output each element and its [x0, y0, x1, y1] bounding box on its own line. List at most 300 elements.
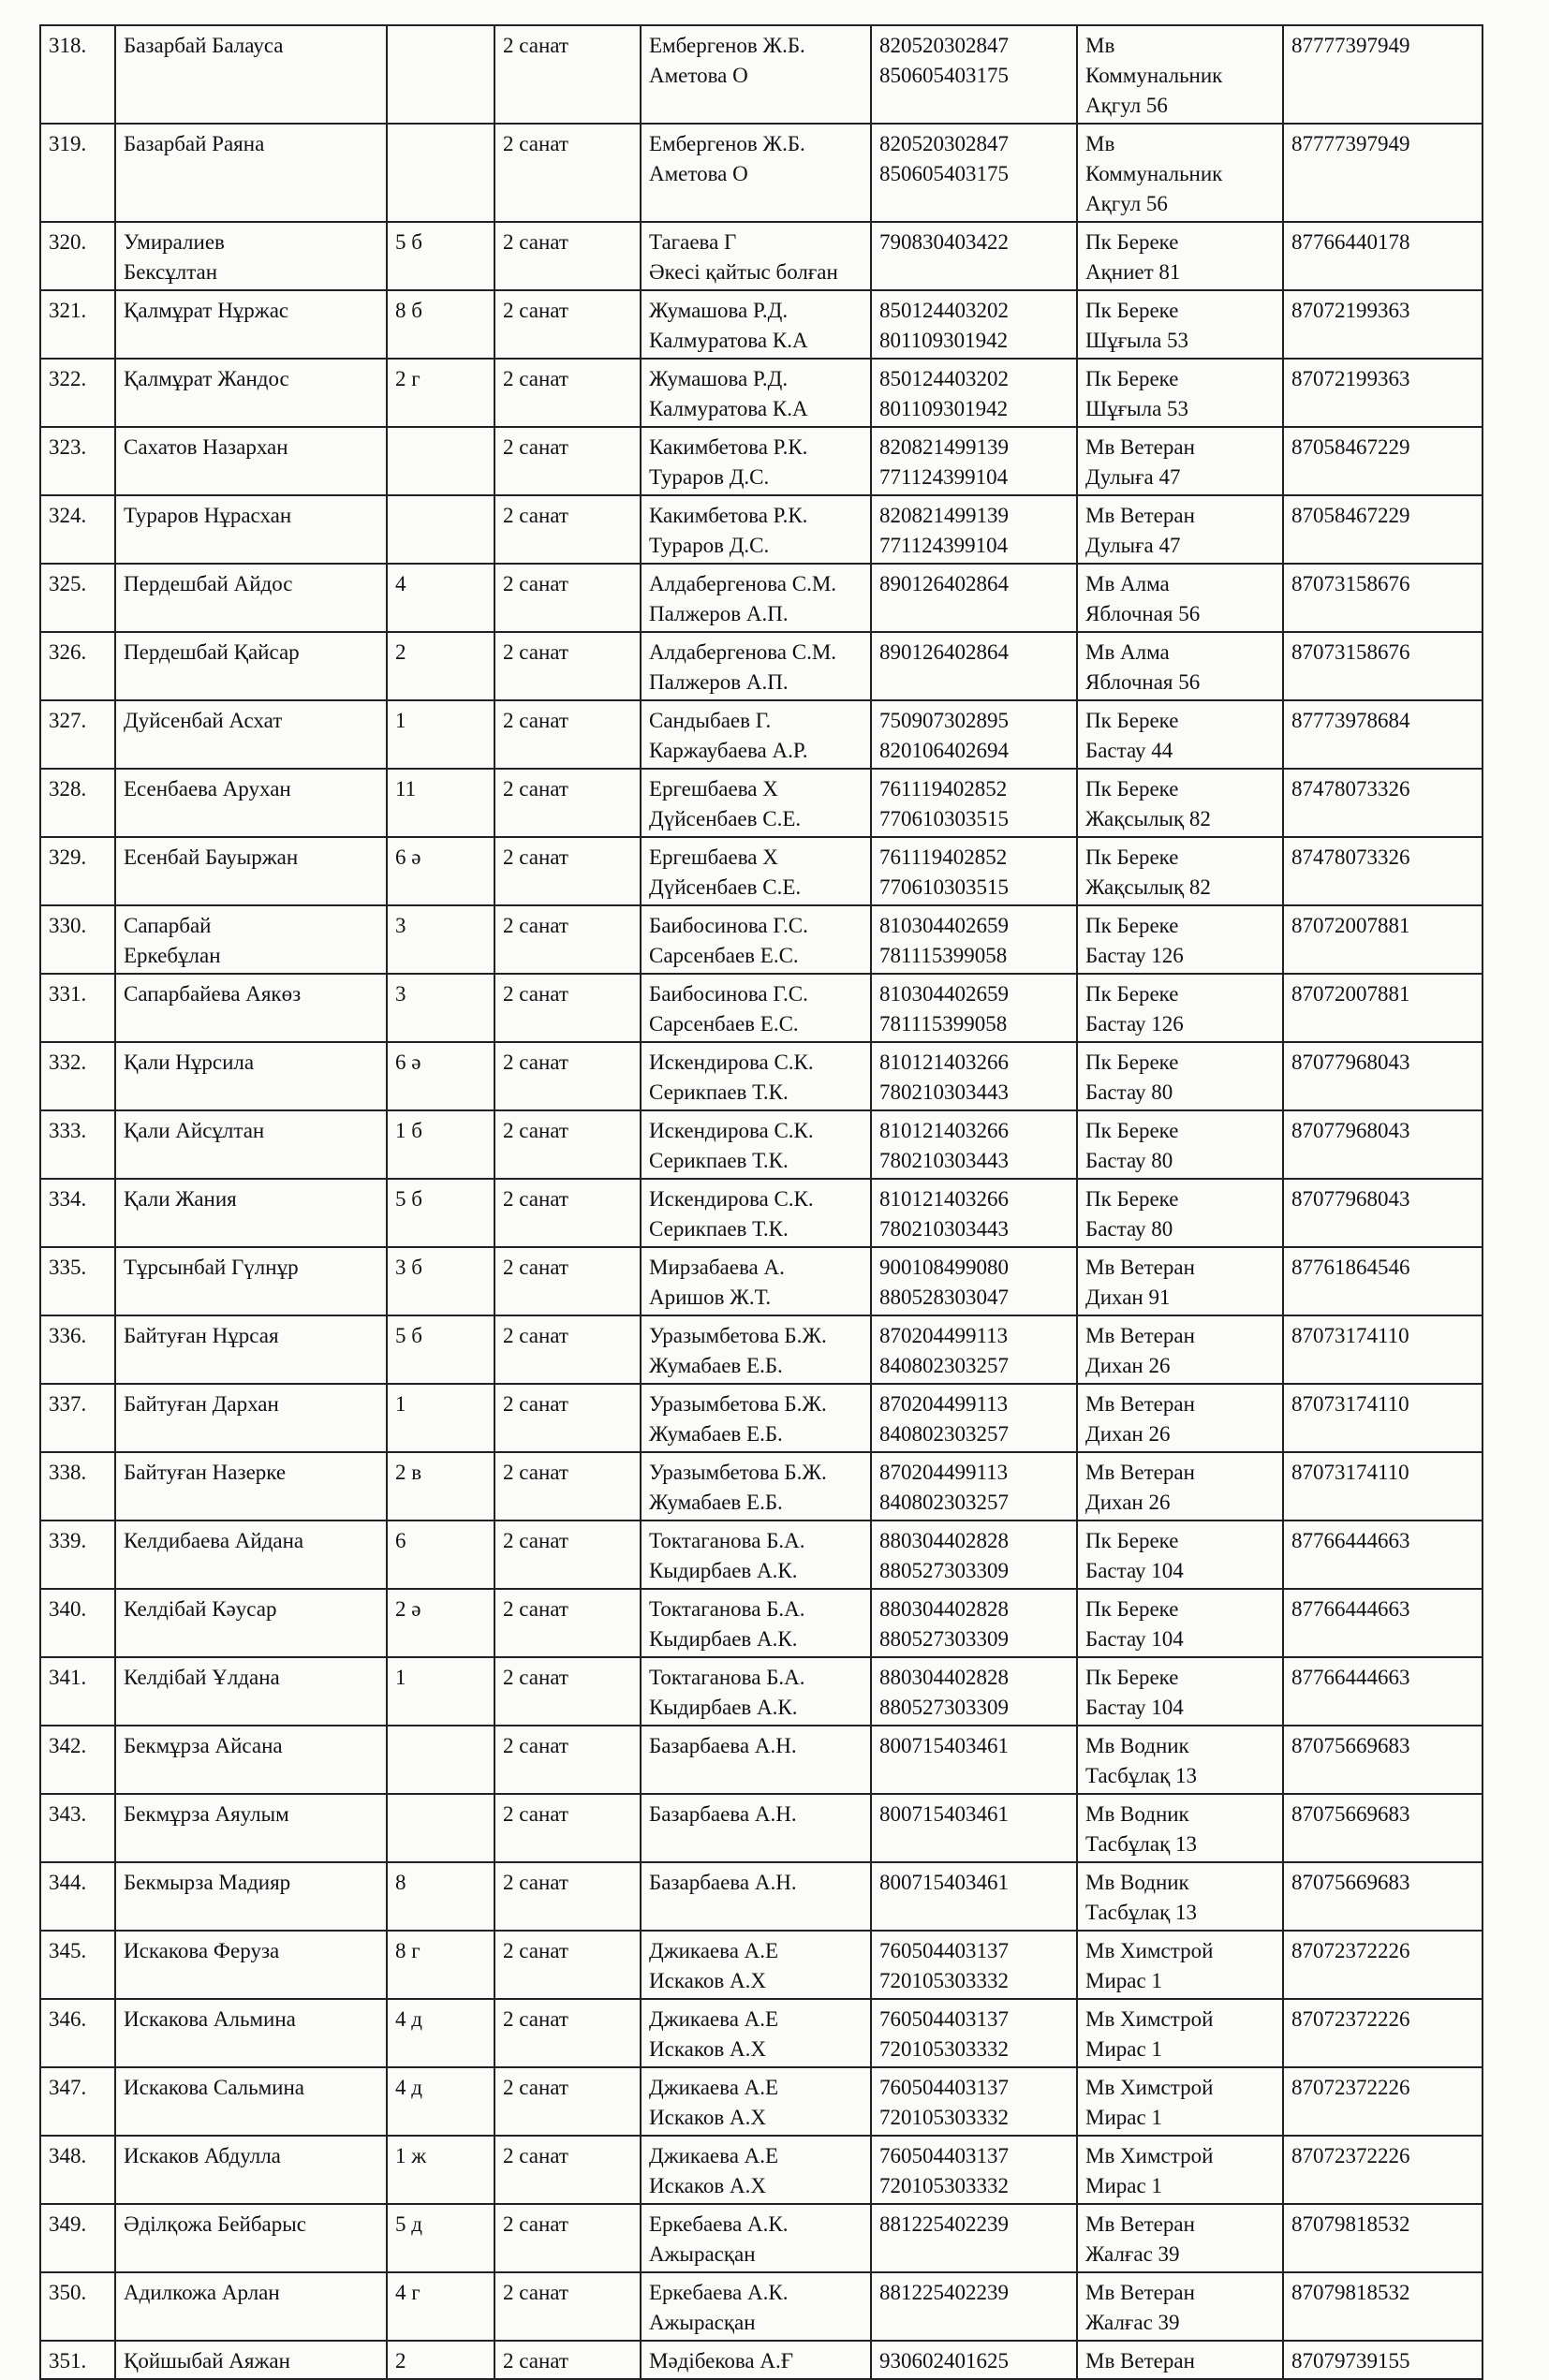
parents-cell-line: Уразымбетова Б.Ж.: [649, 1461, 827, 1484]
address-cell-line: Мв Алма: [1085, 640, 1170, 664]
row-number: 326.: [40, 632, 115, 700]
category-cell: 2 санат: [494, 905, 641, 974]
iin-cell-line: 810121403266: [879, 1119, 1009, 1142]
table-row: [40, 1794, 1483, 1862]
parents-cell-line: Токтаганова Б.А.: [649, 1529, 805, 1552]
parents-cell-line: Серикпаев Т.К.: [649, 1149, 789, 1172]
parents-cell: [641, 2341, 871, 2379]
address-cell-line: Пк Береке: [1085, 367, 1179, 390]
iin-cell: [871, 1042, 1077, 1110]
parents-cell: [641, 1042, 871, 1110]
student-name-line: Базарбай Балауса: [124, 34, 284, 57]
parents-cell-line: Жумашова Р.Д.: [649, 299, 789, 322]
parents-cell: [641, 1179, 871, 1247]
parents-cell: [641, 2067, 871, 2136]
address-cell-line: Мв Ветеран: [1085, 1461, 1195, 1484]
parents-cell-line: Каржаубаева А.Р.: [649, 739, 808, 762]
student-name: [115, 1794, 387, 1862]
student-name: [115, 1110, 387, 1179]
row-number: 347.: [40, 2067, 115, 2136]
address-cell: [1077, 1384, 1283, 1452]
address-cell-line: Жалғас 39: [1085, 2242, 1180, 2266]
table-row: [40, 1999, 1483, 2067]
iin-cell-line: 780210303443: [879, 1149, 1009, 1172]
student-name-line: Умиралиев: [124, 230, 225, 254]
iin-cell-line: 820821499139: [879, 435, 1009, 459]
grade-cell: 8 б: [387, 290, 494, 359]
parents-cell: [641, 700, 871, 769]
student-name-line: Сапарбай: [124, 914, 212, 937]
parents-cell-line: Искаков А.Х: [649, 1969, 766, 1992]
table-row: [40, 290, 1483, 359]
parents-cell: [641, 769, 871, 837]
address-cell: [1077, 1452, 1283, 1521]
phone-cell: 87072199363: [1283, 290, 1483, 359]
student-name: [115, 1315, 387, 1384]
iin-cell-line: 750907302895: [879, 709, 1009, 732]
grade-cell: 5 б: [387, 1179, 494, 1247]
parents-cell-line: Жумабаев Е.Б.: [649, 1354, 783, 1377]
student-name-line: Дуйсенбай Асхат: [124, 709, 283, 732]
row-number: 345.: [40, 1931, 115, 1999]
iin-cell: [871, 2204, 1077, 2272]
row-number: 344.: [40, 1862, 115, 1931]
grade-cell: 5 д: [387, 2204, 494, 2272]
address-cell-line: Мв Химстрой: [1085, 2076, 1214, 2099]
grade-cell: 6 ә: [387, 1042, 494, 1110]
iin-cell: [871, 2272, 1077, 2341]
category-cell: 2 санат: [494, 2272, 641, 2341]
student-name: [115, 2341, 387, 2379]
parents-cell: [641, 1726, 871, 1794]
parents-cell-line: Калмуратова К.А: [649, 329, 808, 352]
phone-cell: 87072372226: [1283, 1999, 1483, 2067]
address-cell-line: Пк Береке: [1085, 1187, 1179, 1211]
address-cell-line: Мв Ветеран: [1085, 1324, 1195, 1347]
category-cell: 2 санат: [494, 1315, 641, 1384]
category-cell: 2 санат: [494, 25, 641, 124]
iin-cell-line: 810304402659: [879, 914, 1009, 937]
address-cell: [1077, 25, 1283, 124]
row-number: 319.: [40, 124, 115, 222]
parents-cell-line: Джикаева А.Е: [649, 2076, 779, 2099]
iin-cell-line: 810121403266: [879, 1050, 1009, 1074]
address-cell: [1077, 2067, 1283, 2136]
parents-cell-line: Искаков А.Х: [649, 2037, 766, 2061]
iin-cell-line: 870204499113: [879, 1392, 1009, 1416]
address-cell-line: Пк Береке: [1085, 709, 1179, 732]
parents-cell: [641, 974, 871, 1042]
grade-cell: 6 ә: [387, 837, 494, 905]
phone-cell: 87072199363: [1283, 359, 1483, 427]
category-cell: 2 санат: [494, 1726, 641, 1794]
student-name-line: Тұрсынбай Гүлнұр: [124, 1256, 299, 1279]
table-row: [40, 1589, 1483, 1657]
student-name: [115, 905, 387, 974]
student-name-line: Бекмұрза Аяулым: [124, 1802, 289, 1826]
category-cell: 2 санат: [494, 2136, 641, 2204]
iin-cell: [871, 427, 1077, 495]
address-cell-line: Шұғыла 53: [1085, 397, 1189, 420]
table-row: [40, 837, 1483, 905]
address-cell: [1077, 1315, 1283, 1384]
address-cell-line: Тасбұлақ 13: [1085, 1901, 1197, 1924]
address-cell-line: Тасбұлақ 13: [1085, 1832, 1197, 1856]
grade-cell: 3 б: [387, 1247, 494, 1315]
address-cell-line: Бастау 80: [1085, 1217, 1173, 1241]
document-page: [39, 24, 1482, 2380]
phone-cell: 87075669683: [1283, 1726, 1483, 1794]
address-cell: [1077, 2341, 1283, 2379]
address-cell-line: Бастау 104: [1085, 1559, 1184, 1582]
address-cell: [1077, 1589, 1283, 1657]
category-cell: 2 санат: [494, 2341, 641, 2379]
iin-cell-line: 870204499113: [879, 1461, 1009, 1484]
parents-cell-line: Кыдирбаев А.К.: [649, 1559, 798, 1582]
parents-cell-line: Сандыбаев Г.: [649, 709, 772, 732]
parents-cell-line: Базарбаева А.Н.: [649, 1734, 797, 1757]
phone-cell: 87766440178: [1283, 222, 1483, 290]
iin-cell: [871, 1452, 1077, 1521]
parents-cell: [641, 837, 871, 905]
phone-cell: 87777397949: [1283, 25, 1483, 124]
grade-cell: 1: [387, 1657, 494, 1726]
parents-cell: [641, 1247, 871, 1315]
address-cell-line: Жалғас 39: [1085, 2311, 1180, 2334]
student-name: [115, 1452, 387, 1521]
parents-cell-line: Искаков А.Х: [649, 2106, 766, 2129]
row-number: 318.: [40, 25, 115, 124]
row-number: 350.: [40, 2272, 115, 2341]
table-row: [40, 1179, 1483, 1247]
phone-cell: 87072372226: [1283, 1931, 1483, 1999]
parents-cell: [641, 222, 871, 290]
address-cell: [1077, 564, 1283, 632]
address-cell-line: Дулыға 47: [1085, 534, 1181, 557]
address-cell: [1077, 1110, 1283, 1179]
iin-cell-line: 820520302847: [879, 132, 1009, 155]
category-cell: 2 санат: [494, 769, 641, 837]
table-row: [40, 1862, 1483, 1931]
phone-cell: 87072007881: [1283, 974, 1483, 1042]
grade-cell: 1 ж: [387, 2136, 494, 2204]
parents-cell-line: Әкесі қайтыс болған: [649, 260, 838, 284]
parents-cell: [641, 1931, 871, 1999]
address-cell-line: Мв Водник: [1085, 1734, 1189, 1757]
iin-cell-line: 890126402864: [879, 572, 1009, 595]
address-cell: [1077, 700, 1283, 769]
parents-cell-line: Аметова О: [649, 64, 748, 87]
parents-cell: [641, 1521, 871, 1589]
iin-cell-line: 810304402659: [879, 982, 1009, 1006]
address-cell: [1077, 290, 1283, 359]
iin-cell-line: 880527303309: [879, 1696, 1009, 1719]
iin-cell-line: 781115399058: [879, 1012, 1008, 1036]
student-name-line: Байтуған Нұрсая: [124, 1324, 279, 1347]
table-row: [40, 1931, 1483, 1999]
phone-cell: 87073158676: [1283, 564, 1483, 632]
grade-cell: 4 д: [387, 1999, 494, 2067]
table-row: [40, 124, 1483, 222]
grade-cell: [387, 427, 494, 495]
grade-cell: [387, 25, 494, 124]
category-cell: 2 санат: [494, 837, 641, 905]
address-cell-line: Мв: [1085, 34, 1115, 57]
address-cell: [1077, 837, 1283, 905]
address-cell: [1077, 2272, 1283, 2341]
iin-cell: [871, 1247, 1077, 1315]
address-cell-line: Мв Водник: [1085, 1871, 1189, 1894]
address-cell-line: Дихан 26: [1085, 1422, 1171, 1446]
row-number: 337.: [40, 1384, 115, 1452]
address-cell-line: Пк Береке: [1085, 230, 1179, 254]
phone-cell: 87766444663: [1283, 1657, 1483, 1726]
grade-cell: 2 ә: [387, 1589, 494, 1657]
phone-cell: 87072372226: [1283, 2136, 1483, 2204]
address-cell-line: Мирас 1: [1085, 2174, 1162, 2197]
parents-cell-line: Ажырасқан: [649, 2242, 756, 2266]
iin-cell-line: 870204499113: [879, 1324, 1009, 1347]
grade-cell: 3: [387, 974, 494, 1042]
table-row: [40, 974, 1483, 1042]
row-number: 341.: [40, 1657, 115, 1726]
address-cell: [1077, 1521, 1283, 1589]
table-row: [40, 1521, 1483, 1589]
parents-cell-line: Палжеров А.П.: [649, 670, 789, 694]
row-number: 320.: [40, 222, 115, 290]
address-cell-line: Пк Береке: [1085, 1529, 1179, 1552]
address-cell-line: Пк Береке: [1085, 845, 1179, 869]
category-cell: 2 санат: [494, 427, 641, 495]
parents-cell-line: Какимбетова Р.К.: [649, 504, 808, 527]
phone-cell: 87077968043: [1283, 1110, 1483, 1179]
address-cell: [1077, 632, 1283, 700]
parents-cell-line: Тагаева Г: [649, 230, 737, 254]
address-cell-line: Мв Ветеран: [1085, 1256, 1195, 1279]
phone-cell: 87766444663: [1283, 1521, 1483, 1589]
iin-cell-line: 800715403461: [879, 1734, 1009, 1757]
parents-cell-line: Алдабергенова С.М.: [649, 640, 837, 664]
student-name: [115, 700, 387, 769]
address-cell: [1077, 905, 1283, 974]
table-row: [40, 2136, 1483, 2204]
grade-cell: [387, 495, 494, 564]
address-cell: [1077, 1931, 1283, 1999]
iin-cell-line: 790830403422: [879, 230, 1009, 254]
parents-cell: [641, 2136, 871, 2204]
category-cell: 2 санат: [494, 1999, 641, 2067]
iin-cell-line: 810121403266: [879, 1187, 1009, 1211]
address-cell: [1077, 1179, 1283, 1247]
address-cell: [1077, 769, 1283, 837]
phone-cell: 87077968043: [1283, 1042, 1483, 1110]
parents-cell-line: Ембергенов Ж.Б.: [649, 34, 805, 57]
parents-cell-line: Сарсенбаев Е.С.: [649, 944, 799, 967]
parents-cell: [641, 1110, 871, 1179]
grade-cell: 11: [387, 769, 494, 837]
table-row: [40, 2067, 1483, 2136]
grade-cell: 8 г: [387, 1931, 494, 1999]
student-name: [115, 222, 387, 290]
student-name: [115, 1247, 387, 1315]
student-name-line: Байтуған Назерке: [124, 1461, 287, 1484]
address-cell-line: Мв Ветеран: [1085, 435, 1195, 459]
category-cell: 2 санат: [494, 1452, 641, 1521]
iin-cell-line: 800715403461: [879, 1871, 1009, 1894]
iin-cell-line: 881225402239: [879, 2281, 1009, 2304]
row-number: 327.: [40, 700, 115, 769]
iin-cell: [871, 769, 1077, 837]
phone-cell: 87075669683: [1283, 1862, 1483, 1931]
category-cell: 2 санат: [494, 1247, 641, 1315]
student-name-line: Келдібай Кәусар: [124, 1597, 277, 1621]
row-number: 336.: [40, 1315, 115, 1384]
address-cell-line: Шұғыла 53: [1085, 329, 1189, 352]
address-cell-line: Коммунальник: [1085, 64, 1223, 87]
category-cell: 2 санат: [494, 974, 641, 1042]
parents-cell-line: Ергешбаева Х: [649, 777, 778, 801]
table-row: [40, 2272, 1483, 2341]
table-row: [40, 359, 1483, 427]
iin-cell-line: 771124399104: [879, 534, 1009, 557]
address-cell-line: Мв Химстрой: [1085, 1939, 1214, 1962]
iin-cell: [871, 974, 1077, 1042]
student-name-line: Пердешбай Қайсар: [124, 640, 300, 664]
parents-cell: [641, 1589, 871, 1657]
table-row: [40, 495, 1483, 564]
address-cell-line: Ақгул 56: [1085, 192, 1168, 215]
iin-cell-line: 850605403175: [879, 162, 1009, 185]
iin-cell: [871, 564, 1077, 632]
student-name: [115, 427, 387, 495]
student-name-line: Еркебұлан: [124, 944, 221, 967]
iin-cell-line: 880527303309: [879, 1559, 1009, 1582]
iin-cell-line: 760504403137: [879, 1939, 1009, 1962]
address-cell-line: Коммунальник: [1085, 162, 1223, 185]
iin-cell: [871, 2341, 1077, 2379]
address-cell: [1077, 1999, 1283, 2067]
category-cell: 2 санат: [494, 1110, 641, 1179]
row-number: 333.: [40, 1110, 115, 1179]
parents-cell: [641, 1384, 871, 1452]
iin-cell-line: 890126402864: [879, 640, 1009, 664]
category-cell: 2 санат: [494, 290, 641, 359]
phone-cell: 87766444663: [1283, 1589, 1483, 1657]
category-cell: 2 санат: [494, 1657, 641, 1726]
parents-cell: [641, 1657, 871, 1726]
iin-cell: [871, 124, 1077, 222]
row-number: 339.: [40, 1521, 115, 1589]
student-name: [115, 1862, 387, 1931]
parents-cell: [641, 2272, 871, 2341]
parents-cell-line: Тураров Д.С.: [649, 465, 770, 489]
parents-cell-line: Алдабергенова С.М.: [649, 572, 837, 595]
iin-cell: [871, 1999, 1077, 2067]
parents-cell: [641, 564, 871, 632]
grade-cell: 6: [387, 1521, 494, 1589]
student-name: [115, 1179, 387, 1247]
iin-cell: [871, 1794, 1077, 1862]
grade-cell: 2 в: [387, 1452, 494, 1521]
address-cell: [1077, 2204, 1283, 2272]
row-number: 342.: [40, 1726, 115, 1794]
row-number: 323.: [40, 427, 115, 495]
parents-cell-line: Жумабаев Е.Б.: [649, 1422, 783, 1446]
student-name-line: Қали Айсұлтан: [124, 1119, 265, 1142]
phone-cell: 87073158676: [1283, 632, 1483, 700]
row-number: 343.: [40, 1794, 115, 1862]
iin-cell-line: 800715403461: [879, 1802, 1009, 1826]
student-name-line: Искакова Сальмина: [124, 2076, 304, 2099]
address-cell-line: Мв Ветеран: [1085, 2281, 1195, 2304]
parents-cell-line: Кыдирбаев А.К.: [649, 1696, 798, 1719]
parents-cell-line: Джикаева А.Е: [649, 1939, 779, 1962]
student-name-line: Искакова Альмина: [124, 2007, 296, 2031]
student-name-line: Қалмұрат Нұржас: [124, 299, 289, 322]
table-row: [40, 1110, 1483, 1179]
parents-cell: [641, 124, 871, 222]
student-name-line: Пердешбай Айдос: [124, 572, 293, 595]
parents-cell-line: Дүйсенбаев С.Е.: [649, 875, 802, 899]
address-cell: [1077, 222, 1283, 290]
student-name: [115, 1521, 387, 1589]
iin-cell-line: 801109301942: [879, 397, 1009, 420]
iin-cell-line: 881225402239: [879, 2212, 1009, 2236]
student-name-line: Сахатов Назархан: [124, 435, 288, 459]
address-cell-line: Мв Ветеран: [1085, 1392, 1195, 1416]
address-cell-line: Бастау 80: [1085, 1080, 1173, 1104]
iin-cell: [871, 1657, 1077, 1726]
iin-cell: [871, 1862, 1077, 1931]
student-name: [115, 564, 387, 632]
iin-cell-line: 781115399058: [879, 944, 1008, 967]
parents-cell: [641, 1315, 871, 1384]
parents-cell-line: Базарбаева А.Н.: [649, 1871, 797, 1894]
iin-cell-line: 770610303515: [879, 807, 1009, 830]
student-name: [115, 25, 387, 124]
student-name: [115, 1042, 387, 1110]
phone-cell: 87777397949: [1283, 124, 1483, 222]
parents-cell-line: Ергешбаева Х: [649, 845, 778, 869]
phone-cell: 87073174110: [1283, 1384, 1483, 1452]
category-cell: 2 санат: [494, 564, 641, 632]
grade-cell: 5 б: [387, 1315, 494, 1384]
address-cell-line: Мв Ветеран: [1085, 504, 1195, 527]
student-name: [115, 1999, 387, 2067]
iin-cell-line: 820821499139: [879, 504, 1009, 527]
parents-cell-line: Баибосинова Г.С.: [649, 982, 808, 1006]
address-cell: [1077, 1247, 1283, 1315]
iin-cell: [871, 25, 1077, 124]
parents-cell-line: Палжеров А.П.: [649, 602, 789, 625]
phone-cell: 87478073326: [1283, 837, 1483, 905]
address-cell-line: Бастау 44: [1085, 739, 1173, 762]
student-name-line: Әділқожа Бейбарыс: [124, 2212, 306, 2236]
address-cell-line: Дихан 91: [1085, 1285, 1171, 1309]
phone-cell: 87077968043: [1283, 1179, 1483, 1247]
row-number: 348.: [40, 2136, 115, 2204]
student-name: [115, 2272, 387, 2341]
student-name-line: Келдібай Ұлдана: [124, 1666, 280, 1689]
phone-cell: 87079818532: [1283, 2272, 1483, 2341]
address-cell-line: Бастау 80: [1085, 1149, 1173, 1172]
grade-cell: 1 б: [387, 1110, 494, 1179]
student-name: [115, 974, 387, 1042]
parents-cell-line: Жумабаев Е.Б.: [649, 1491, 783, 1514]
iin-cell-line: 930602401625: [879, 2349, 1009, 2373]
grade-cell: 4: [387, 564, 494, 632]
row-number: 335.: [40, 1247, 115, 1315]
